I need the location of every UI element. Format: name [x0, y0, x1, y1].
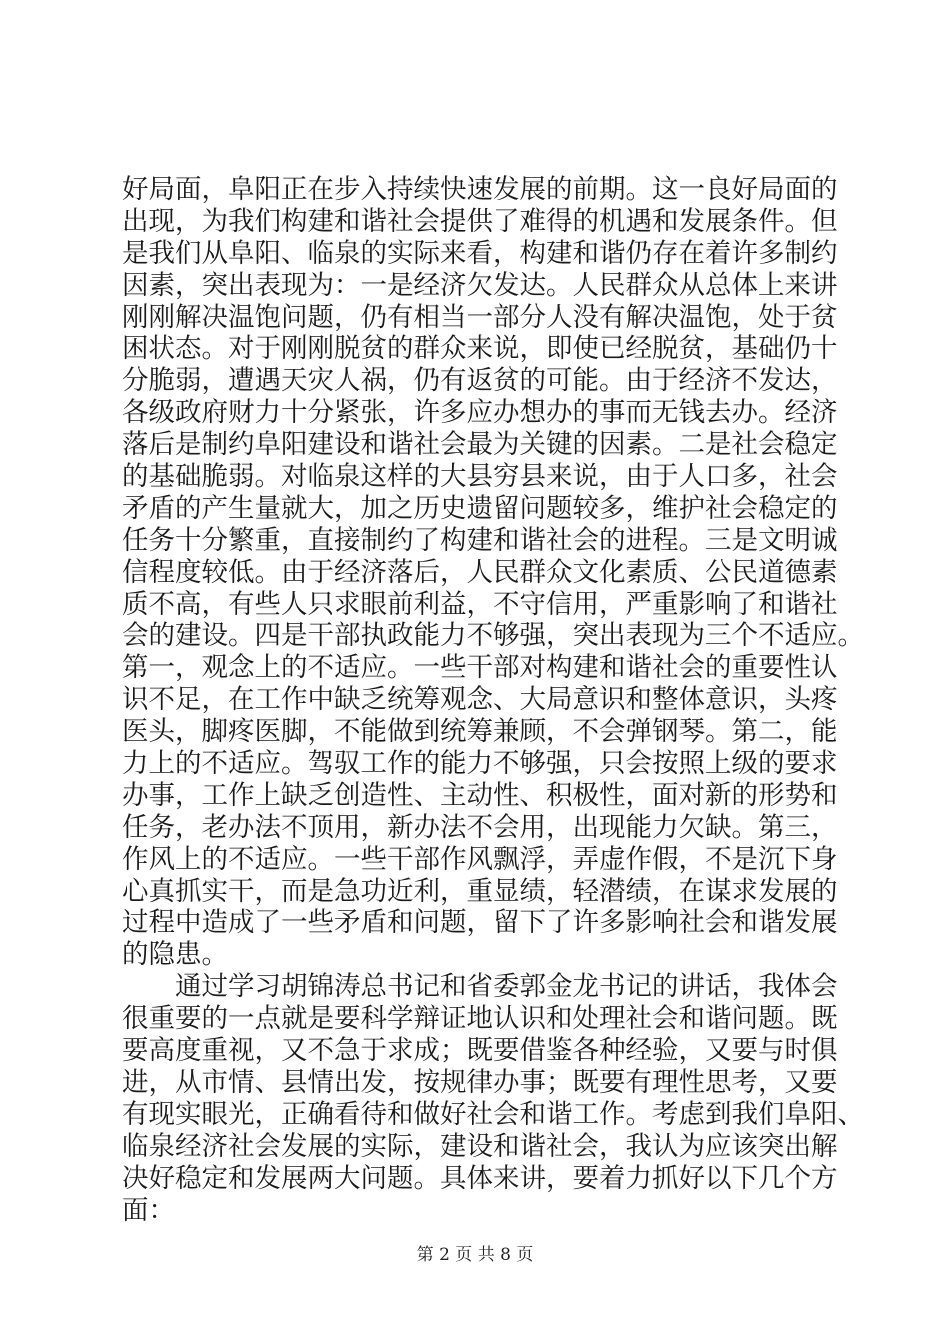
text-line: 临泉经济社会发展的实际，建设和谐社会，我认为应该突出解 — [122, 1130, 838, 1162]
text-line: 分脆弱，遭遇天灾人祸，仍有返贫的可能。由于经济不发达， — [122, 365, 838, 397]
text-line: 的隐患。 — [122, 939, 228, 971]
text-line: 是我们从阜阳、临泉的实际来看，构建和谐仍存在着许多制约 — [122, 237, 838, 269]
text-line: 质不高，有些人只求眼前利益，不守信用，严重影响了和谐社 — [122, 588, 838, 620]
text-line: 各级政府财力十分紧张，许多应办想办的事而无钱去办。经济 — [122, 397, 838, 429]
text-line: 落后是制约阜阳建设和谐社会最为关键的因素。二是社会稳定 — [122, 429, 838, 461]
page-footer — [0, 1240, 950, 1265]
page-number-label: 第 2 页 共 8 页 — [416, 1245, 534, 1265]
text-line: 医头，脚疼医脚，不能做到统筹兼顾，不会弹钢琴。第二，能 — [122, 716, 838, 748]
paragraph-1 — [122, 174, 864, 971]
text-line: 识不足，在工作中缺乏统筹观念、大局意识和整体意识，头疼 — [122, 684, 838, 716]
text-line: 因素，突出表现为：一是经济欠发达。人民群众从总体上来讲 — [122, 269, 838, 301]
text-line: 矛盾的产生量就大，加之历史遗留问题较多，维护社会稳定的 — [122, 492, 838, 524]
text-line: 作风上的不适应。一些干部作风飘浮，弄虚作假，不是沉下身 — [122, 843, 838, 875]
text-line: 第一，观念上的不适应。一些干部对构建和谐社会的重要性认 — [122, 652, 838, 684]
text-line: 进，从市情、县情出发，按规律办事；既要有理性思考，又要 — [122, 1066, 838, 1098]
text-line: 过程中造成了一些矛盾和问题，留下了许多影响社会和谐发展 — [122, 907, 838, 939]
text-line: 会的建设。四是干部执政能力不够强，突出表现为三个不适应。 — [122, 620, 864, 652]
paragraph-2 — [122, 971, 864, 1226]
text-line: 好局面，阜阳正在步入持续快速发展的前期。这一良好局面的 — [122, 174, 838, 205]
text-line: 的基础脆弱。对临泉这样的大县穷县来说，由于人口多，社会 — [122, 461, 838, 493]
text-line: 困状态。对于刚刚脱贫的群众来说，即使已经脱贫，基础仍十 — [122, 333, 838, 365]
text-line: 力上的不适应。驾驭工作的能力不够强，只会按照上级的要求 — [122, 748, 838, 780]
text-line: 通过学习胡锦涛总书记和省委郭金龙书记的讲话，我体会 — [175, 971, 838, 1003]
body-text — [122, 174, 864, 1226]
text-line: 决好稳定和发展两大问题。具体来讲，要着力抓好以下几个方 — [122, 1162, 838, 1194]
text-line: 出现，为我们构建和谐社会提供了难得的机遇和发展条件。但 — [122, 205, 838, 237]
text-line: 有现实眼光，正确看待和做好社会和谐工作。考虑到我们阜阳、 — [122, 1098, 864, 1130]
text-line: 心真抓实干，而是急功近利，重显绩，轻潜绩，在谋求发展的 — [122, 875, 838, 907]
text-line: 刚刚解决温饱问题，仍有相当一部分人没有解决温饱，处于贫 — [122, 301, 838, 333]
text-line: 面： — [122, 1194, 175, 1226]
text-line: 要高度重视，又不急于求成；既要借鉴各种经验，又要与时俱 — [122, 1035, 838, 1067]
text-line: 任务十分繁重，直接制约了构建和谐社会的进程。三是文明诚 — [122, 524, 838, 556]
text-line: 信程度较低。由于经济落后，人民群众文化素质、公民道德素 — [122, 556, 838, 588]
text-line: 很重要的一点就是要科学辩证地认识和处理社会和谐问题。既 — [122, 1003, 838, 1035]
text-line: 办事，工作上缺乏创造性、主动性、积极性，面对新的形势和 — [122, 779, 838, 811]
text-line: 任务，老办法不顶用，新办法不会用，出现能力欠缺。第三， — [122, 811, 838, 843]
